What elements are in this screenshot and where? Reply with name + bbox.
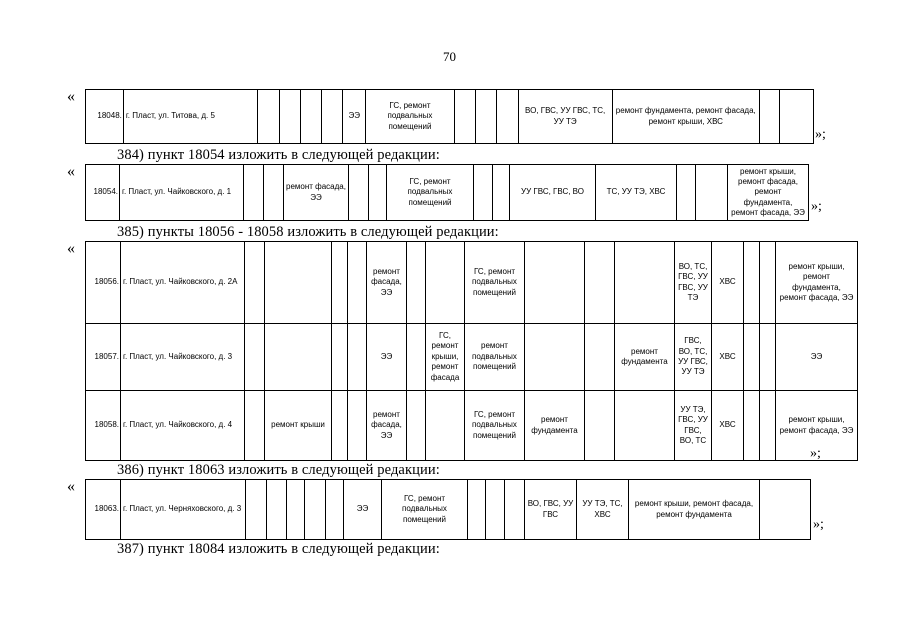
table-18054 [85,164,809,221]
instruction-paragraph: 385) пункты 18056 - 18058 изложить в следующей редакции: [117,224,499,240]
work-cell: ремонт крыши, ремонт фасада, ЭЭ [776,391,858,461]
address-cell: г. Пласт, ул. Чайковского, д. 3 [121,324,245,391]
work-cell: ремонт крыши [265,391,332,461]
open-quote: « [67,240,75,257]
work-cell: ГВС, ВО, ТС, УУ ГВС, УУ ТЭ [675,324,712,391]
work-cell: ремонт фундамента, ремонт фасада, ремонт крыши, ХВС [612,90,759,144]
address-cell: г. Пласт, ул. Титова, д. 5 [123,90,257,144]
work-cell: ВО, ГВС, УУ ГВС [525,480,577,540]
close-quote: »; [810,446,821,461]
open-quote: « [67,88,75,105]
close-quote: »; [815,127,826,142]
instruction-paragraph: 386) пункт 18063 изложить в следующей редакции: [117,462,440,478]
table-row [86,324,858,391]
work-cell: ВО, ГВС, УУ ГВС, ТС, УУ ТЭ [518,90,612,144]
work-cell: ремонт крыши, ремонт фасада, ремонт фундамента [629,480,760,540]
work-cell: УУ ТЭ, ТС, ХВС [577,480,629,540]
instruction-paragraph: 384) пункт 18054 изложить в следующей редакции: [117,147,440,163]
work-cell: ремонт фундамента [525,391,585,461]
item-number: 18058. [86,391,121,461]
table-row [86,90,814,144]
work-cell: ХВС [712,242,744,324]
work-cell: ВО, ТС, ГВС, УУ ГВС, УУ ТЭ [675,242,712,324]
item-number: 18063. [86,480,121,540]
work-cell: ремонт крыши, ремонт фундамента, ремонт фасада, ЭЭ [776,242,858,324]
work-cell: ГС, ремонт подвальных помещений [382,480,468,540]
close-quote: »; [811,199,822,214]
work-cell: ТС, УУ ТЭ, ХВС [596,165,677,221]
instruction-paragraph: 387) пункт 18084 изложить в следующей редакции: [117,541,440,557]
address-cell: г. Пласт, ул. Чайковского, д. 4 [121,391,245,461]
item-number: 18056. [86,242,121,324]
open-quote: « [67,478,75,495]
address-cell: г. Пласт, ул. Черняховского, д. 3 [121,480,246,540]
work-cell: ремонт фундамента [615,324,675,391]
table-row [86,391,858,461]
address-cell: г. Пласт, ул. Чайковского, д. 1 [120,165,244,221]
work-cell: ремонт фасада, ЭЭ [367,242,407,324]
item-number: 18057. [86,324,121,391]
work-cell: ХВС [712,324,744,391]
work-cell: УУ ГВС, ГВС, ВО [510,165,596,221]
work-cell: ЭЭ [343,90,366,144]
work-cell: ГС, ремонт подвальных помещений [366,90,455,144]
work-cell: ремонт крыши, ремонт фасада, ремонт фундамента, ремонт фасада, ЭЭ [728,165,809,221]
close-quote: »; [813,517,824,532]
work-cell: ЭЭ [776,324,858,391]
open-quote: « [67,163,75,180]
work-cell: ЭЭ [367,324,407,391]
table-row [86,480,811,540]
item-number: 18048. [86,90,124,144]
table-18056-18058 [85,241,858,461]
table-row [86,165,809,221]
work-cell: ЭЭ [344,480,382,540]
work-cell: ремонт фасада, ЭЭ [284,165,349,221]
work-cell: ремонт подвальных помещений [465,324,525,391]
table-18063 [85,479,811,540]
table-row [86,242,858,324]
work-cell: ГС, ремонт подвальных помещений [387,165,474,221]
work-cell: ГС, ремонт подвальных помещений [465,391,525,461]
work-cell: УУ ТЭ, ГВС, УУ ГВС, ВО, ТС [675,391,712,461]
work-cell: ГС, ремонт крыши, ремонт фасада [426,324,465,391]
page-number: 70 [443,49,456,64]
work-cell: ХВС [712,391,744,461]
address-cell: г. Пласт, ул. Чайковского, д. 2А [121,242,245,324]
work-cell: ремонт фасада, ЭЭ [367,391,407,461]
table-18048 [85,89,814,144]
item-number: 18054. [86,165,120,221]
work-cell: ГС, ремонт подвальных помещений [465,242,525,324]
